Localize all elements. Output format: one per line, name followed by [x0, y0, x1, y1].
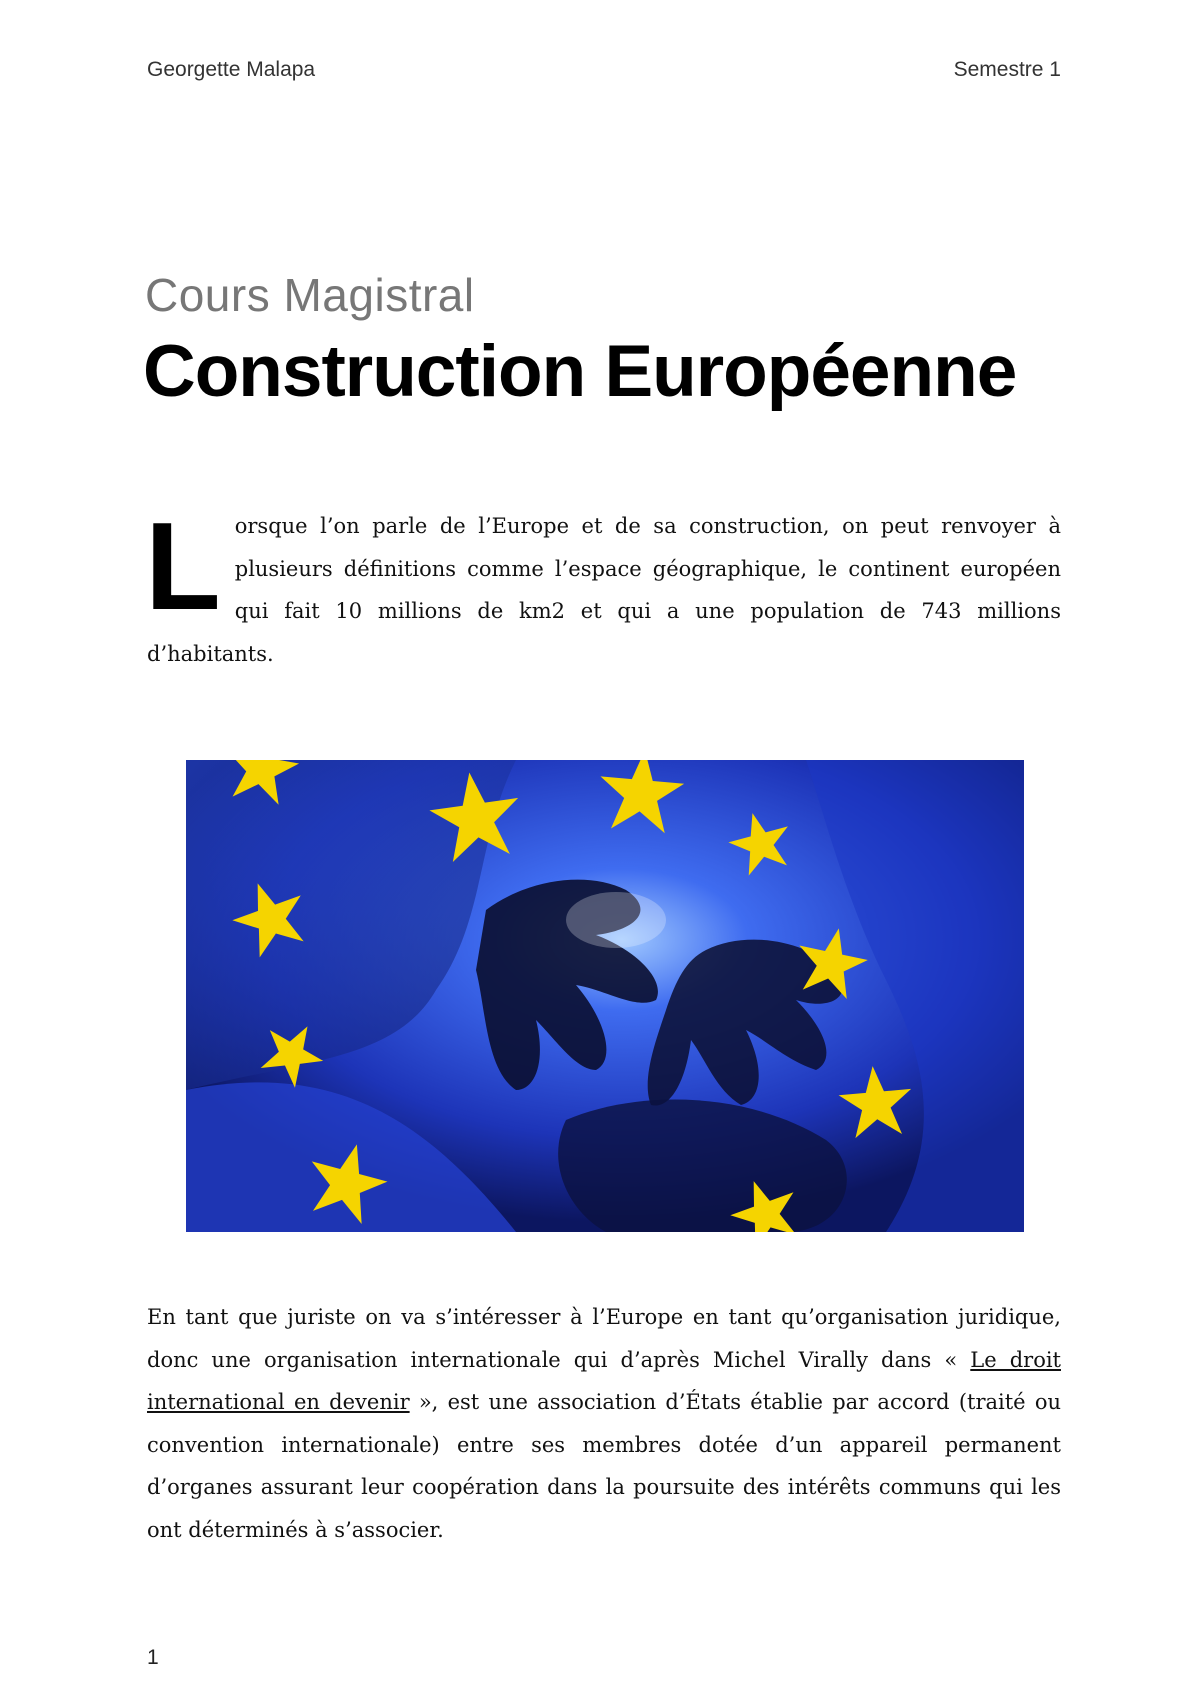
eu-flag-illustration — [186, 760, 1024, 1232]
intro-paragraph — [145, 498, 1061, 675]
page-number: 1 — [147, 1646, 159, 1669]
course-type-subtitle: Cours Magistral — [145, 269, 475, 321]
running-header — [147, 58, 1061, 82]
semester-label: Semestre 1 — [953, 58, 1061, 81]
book-reference: Le droit international en devenir — [147, 1347, 1061, 1414]
light-glare — [566, 892, 666, 948]
eu-flag-photo — [186, 760, 1024, 1232]
author-name: Georgette Malapa — [147, 58, 316, 81]
intro-text: orsque l’on parle de l’Europe et de sa construction, on peut renvoyer à plusieurs définitions comme l’espace géographique, le continent européen qui fait 10 millions de km2 et qui a une population de 743 millions d’habitants. — [147, 514, 1061, 666]
body-text-part1: En tant que juriste on va s’intéresser à l’Europe en tant qu’organisation juridique, donc une organisation internationale qui d’après Michel Virally dans « — [147, 1305, 1061, 1372]
body-text-part2: », est une association d’États établie par accord (traité ou convention internationale) entre ses membres dotée d’un appareil permanent d’organes assurant leur coopération dans la poursuite des intérêts communs qui les ont déterminés à s’associer. — [147, 1390, 1062, 1542]
drop-cap-letter: L — [145, 498, 221, 636]
body-paragraph — [147, 1296, 1061, 1551]
document-title: Construction Européenne — [143, 331, 1017, 412]
